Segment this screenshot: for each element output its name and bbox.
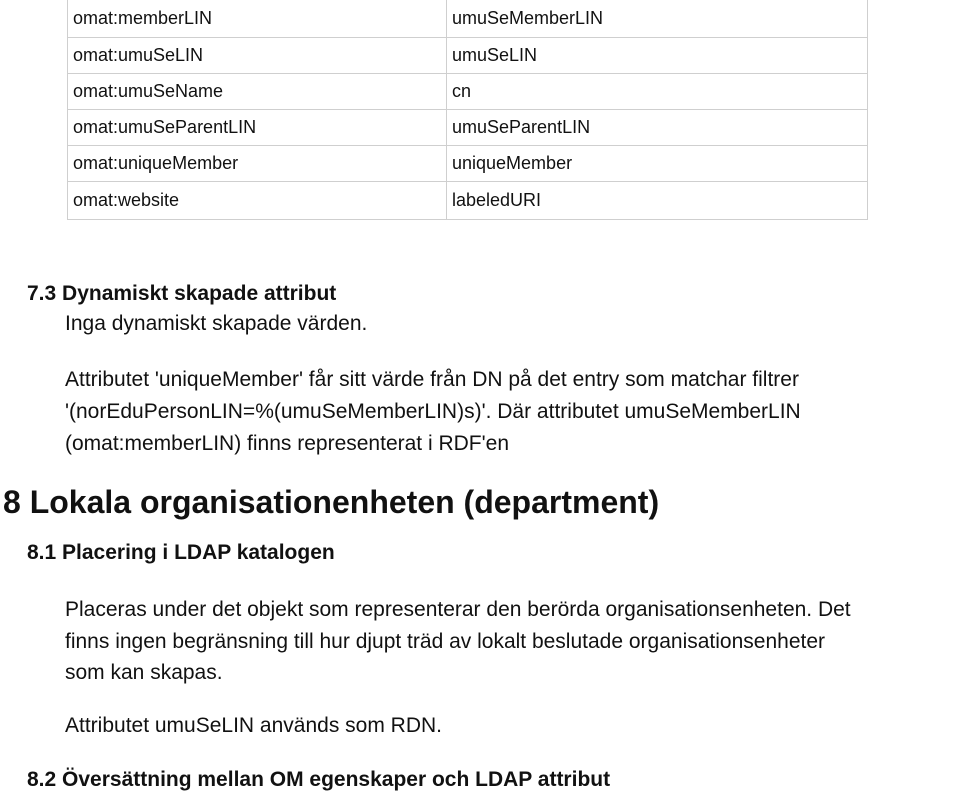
table-row [68, 0, 868, 38]
om-property-cell: omat:umuSeParentLIN [68, 110, 447, 146]
ldap-attribute-cell: cn [447, 74, 868, 110]
om-property-cell: omat:umuSeName [68, 74, 447, 110]
section-8-2-heading: 8.2 Översättning mellan OM egenskaper och LDAP attribut [27, 768, 611, 791]
table-row [68, 110, 868, 146]
ldap-attribute-cell: umuSeMemberLIN [447, 0, 868, 38]
section-8-1-paragraph-line: som kan skapas. [65, 661, 223, 684]
table-row [68, 38, 868, 74]
ldap-attribute-cell: labeledURI [447, 182, 868, 220]
section-7-3-heading: 7.3 Dynamiskt skapade attribut [27, 282, 337, 305]
ldap-attribute-cell: uniqueMember [447, 146, 868, 182]
section-7-3-paragraph-line: Attributet 'uniqueMember' får sitt värde från DN på det entry som matchar filtrer [65, 368, 799, 391]
section-7-3-paragraph-line: (omat:memberLIN) finns representerat i RDF'en [65, 432, 509, 455]
section-7-3-paragraph-line: '(norEduPersonLIN=%(umuSeMemberLIN)s)'. Där attributet umuSeMemberLIN [65, 400, 801, 423]
table-row [68, 182, 868, 220]
om-property-cell: omat:website [68, 182, 447, 220]
ldap-attribute-cell: umuSeParentLIN [447, 110, 868, 146]
section-7-3-intro: Inga dynamiskt skapade värden. [65, 312, 368, 335]
table-row [68, 146, 868, 182]
ldap-attribute-cell: umuSeLIN [447, 38, 868, 74]
section-8-1-rdn-line: Attributet umuSeLIN används som RDN. [65, 714, 442, 737]
om-ldap-mapping-table [67, 0, 868, 220]
section-8-1-heading: 8.1 Placering i LDAP katalogen [27, 541, 335, 564]
om-property-cell: omat:uniqueMember [68, 146, 447, 182]
om-property-cell: omat:memberLIN [68, 0, 447, 38]
om-property-cell: omat:umuSeLIN [68, 38, 447, 74]
section-8-1-paragraph-line: finns ingen begränsning till hur djupt träd av lokalt beslutade organisationsenheter [65, 630, 825, 653]
table-row [68, 74, 868, 110]
section-8-1-paragraph-line: Placeras under det objekt som representerar den berörda organisationsenheten. Det [65, 598, 851, 621]
section-8-heading: 8 Lokala organisationenheten (department) [3, 484, 660, 520]
